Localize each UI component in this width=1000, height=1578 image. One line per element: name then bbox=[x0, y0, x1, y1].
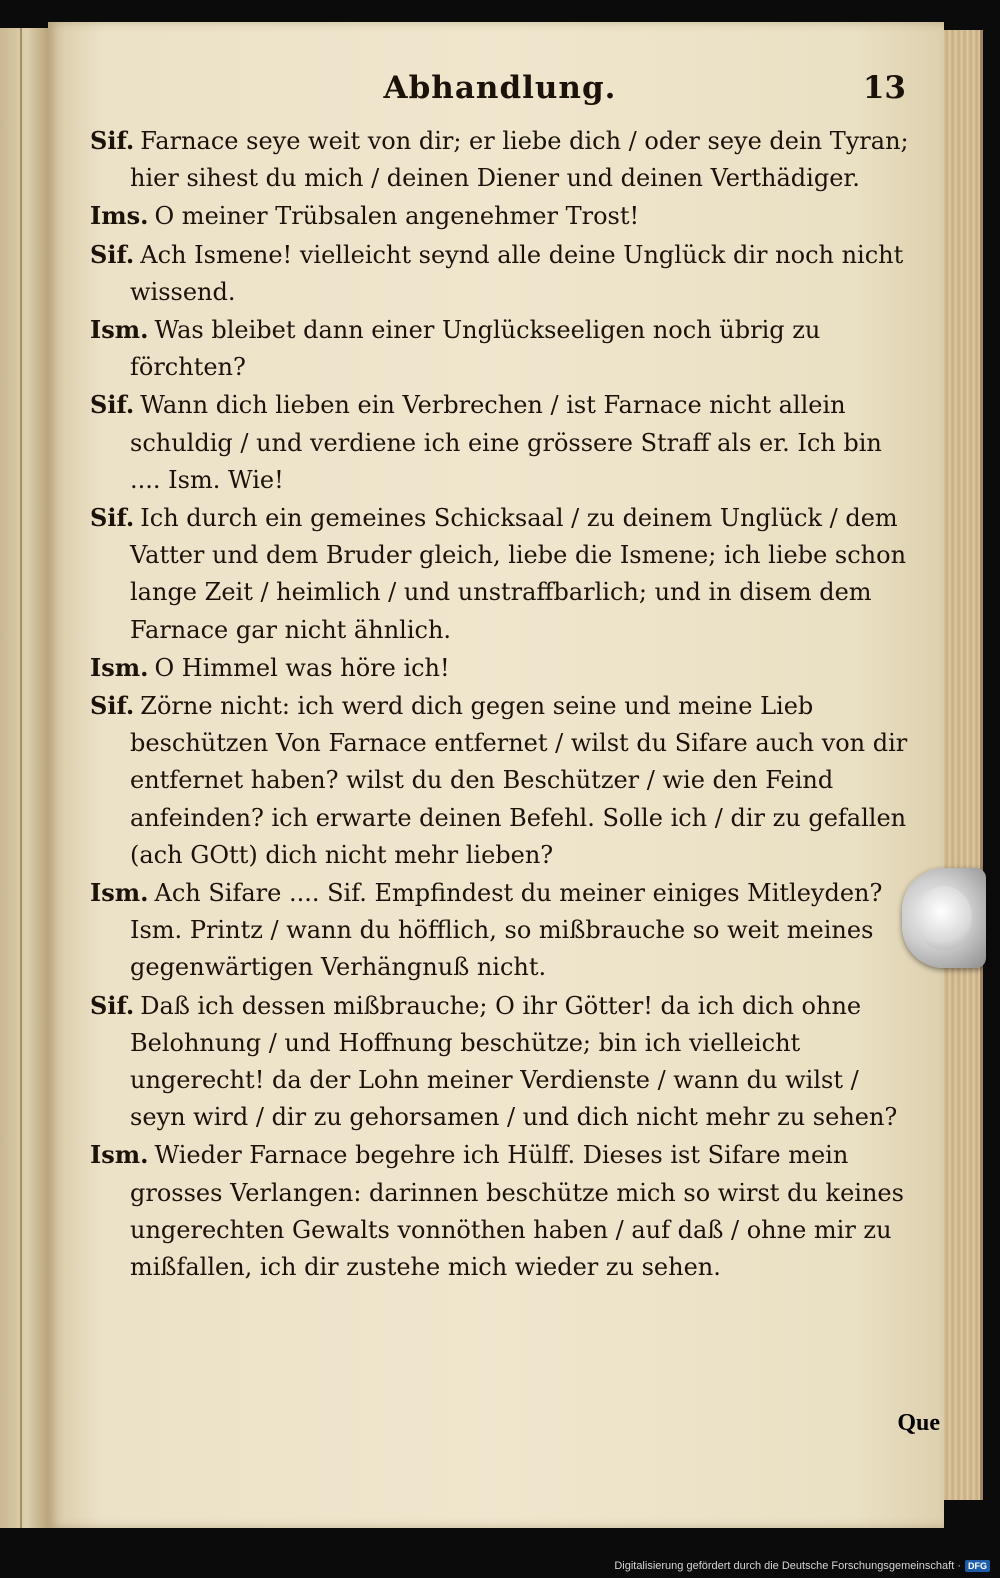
dialogue-entry bbox=[90, 236, 910, 311]
dialogue-entry bbox=[90, 311, 910, 386]
speech-text: Wann dich lieben ein Verbrechen / ist Farnace nicht allein schuldig / und verdiene ich eine grössere Straff als er. Ich bin .... Ism. Wie! bbox=[130, 391, 882, 494]
speaker-label: Sif. bbox=[90, 239, 135, 269]
speech-text: Ach Ismene! vielleicht seynd alle deine Unglück dir noch nicht wissend. bbox=[130, 240, 904, 306]
facing-page-edge bbox=[0, 28, 50, 1528]
dialogue-entry bbox=[90, 122, 910, 197]
clamp-disc bbox=[916, 886, 972, 950]
speech-text: O Himmel was höre ich! bbox=[154, 653, 450, 682]
book-clamp bbox=[902, 868, 986, 968]
page-block-edges bbox=[944, 30, 983, 1500]
speech-text: Was bleibet dann einer Unglückseeligen noch übrig zu förchten? bbox=[130, 316, 821, 382]
speaker-label: Ism. bbox=[90, 1140, 149, 1170]
page-number: 13 bbox=[862, 70, 906, 106]
speech-text: Wieder Farnace begehre ich Hülff. Dieses ist Sifare mein grosses Verlangen: darinnen beschütze mich so wirst du keines ungerechten Gewalts vonnöthen haben / auf daß / ohne mir zu mißfallen, ich dir zustehe mich wieder zu sehen. bbox=[130, 1141, 904, 1282]
dialogue-entry bbox=[90, 386, 910, 499]
page-text bbox=[90, 70, 910, 1286]
speaker-label: Ism. bbox=[90, 315, 149, 345]
running-title: Abhandlung. bbox=[383, 70, 617, 106]
gutter-line bbox=[20, 28, 22, 1528]
speaker-label: Ism. bbox=[90, 652, 149, 682]
speech-text: Zörne nicht: ich werd dich gegen seine und meine Lieb beschützen Von Farnace entfernet / wilst du Sifare auch von dir entfernet haben? wilst du den Beschützer / wie den Feind anfeinden? ich erwarte deinen Befehl. Solle ich / dir zu gefallen (ach GOtt) dich nicht mehr lieben? bbox=[130, 692, 908, 869]
dialogue-entry bbox=[90, 874, 910, 987]
dialogue-entry bbox=[90, 687, 910, 874]
dialogue-entry bbox=[90, 649, 910, 687]
speaker-label: Sif. bbox=[90, 990, 135, 1020]
dialogue-entry bbox=[90, 197, 910, 235]
running-head bbox=[90, 70, 910, 122]
book-page bbox=[48, 22, 944, 1528]
dialogue-entry bbox=[90, 499, 910, 649]
credit-text: Digitalisierung gefördert durch die Deutsche Forschungsgemeinschaft · bbox=[614, 1560, 961, 1572]
speech-text: Ich durch ein gemeines Schicksaal / zu deinem Unglück / dem Vatter und dem Bruder gleich, liebe die Ismene; ich liebe schon lange Zeit / heimlich / und unstraffbarlich; und in disem dem Farnace gar nicht ähnlich. bbox=[130, 504, 907, 644]
digitization-credit bbox=[614, 1560, 990, 1572]
speaker-label: Sif. bbox=[90, 126, 135, 155]
dialogue bbox=[90, 122, 910, 1286]
speech-text: O meiner Trübsalen angenehmer Trost! bbox=[154, 202, 640, 231]
catchword: Que bbox=[897, 1410, 940, 1436]
speech-text: Farnace seye weit von dir; er liebe dich / oder seye dein Tyran; hier sihest du mich / deinen Diener und deinen Verthädiger. bbox=[130, 127, 909, 193]
speech-text: Daß ich dessen mißbrauche; O ihr Götter! da ich dich ohne Belohnung / und Hoffnung beschütze; bin ich vielleicht ungerecht! da der Lohn meiner Verdienste / wann du wilst / seyn wird / dir zu gehorsamen / und dich nicht mehr zu sehen? bbox=[130, 991, 898, 1132]
speaker-label: Sif. bbox=[90, 503, 135, 533]
dialogue-entry bbox=[90, 987, 910, 1137]
dialogue-entry bbox=[90, 1136, 910, 1286]
speech-text: Ach Sifare .... Sif. Empfindest du meiner einiges Mitleyden? Ism. Printz / wann du höfflich, so mißbrauche so weit meines gegenwärtigen Verhängnuß nicht. bbox=[130, 879, 883, 982]
speaker-label: Ism. bbox=[90, 878, 149, 908]
dfg-logo: DFG bbox=[965, 1560, 990, 1572]
speaker-label: Ims. bbox=[90, 201, 149, 231]
speaker-label: Sif. bbox=[90, 691, 135, 721]
speaker-label: Sif. bbox=[90, 390, 135, 420]
